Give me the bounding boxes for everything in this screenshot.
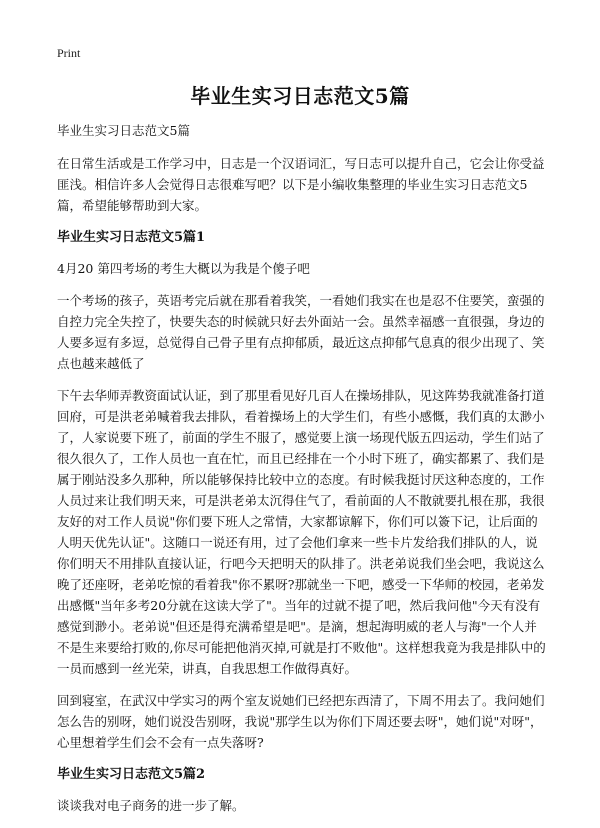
section1-paragraph: 4月20 第四考场的考生大概以为我是个傻子吧 <box>57 261 310 276</box>
article-subtitle: 毕业生实习日志范文5篇 <box>57 123 190 138</box>
intro-paragraph: 在日常生活或是工作学习中，日志是一个汉语词汇，写日志可以提升自己，它会让你受益匪浅。相信许多人会觉得日志很难写吧？以下是小编收集整理的毕业生实习日志范文5篇，希望能够帮助到大家。 <box>57 156 545 213</box>
section1-paragraph: 一个考场的孩子，英语考完后就在那看着我笑，一看她们我实在也是忍不住要笑，蛮强的自控力完全失控了，快要失态的时候就只好去外面站一会。虽然幸福感一直很强，身边的人要多逗有多逗，总觉得自己骨子里有点抑郁质，最近这点抑郁气息真的很少出现了、笑点也越来越低了 <box>57 293 545 371</box>
article-body <box>57 120 549 827</box>
section2-paragraph: 谈谈我对电子商务的进一步了解。 <box>57 798 245 813</box>
section1-paragraph: 回到寝室，在武汉中学实习的两个室友说她们已经把东西清了，下周不用去了。我问她们怎么告的别呀，她们说没告别呀，我说"那学生以为你们下周还要去呀"，她们说"对呀"，心里想着学生们会不会有一点失落呀? <box>57 693 545 750</box>
section-heading-2: 毕业生实习日志范文5篇2 <box>57 767 206 782</box>
section1-paragraph: 下午去华师弄教资面试认证，到了那里看见好几百人在操场排队，见这阵势我就准备打道回府，可是洪老弟喊着我去排队，看着操场上的大学生们，有些小感慨，我们真的太渺小了，人家说要下班了，前面的学生不服了，感觉要上演一场现代版五四运动，学生们站了很久很久了，工作人员也一直在忙，而且已经排在一个小时下班了，确实都累了、我们是属于刚站没多久那种，所以能够保持比较中立的态度。有时候我挺讨厌这种态度的，工作人员过来让我们明天来，可是洪老弟太沉得住气了，看前面的人不散就要扎根在那，我很友好的对工作人员说"你们要下班人之常情，大家都谅解下，你们可以簽下记，让后面的人明天优先认证"。这随口一说还有用，过了会他们拿来一些卡片发给我们排队的人，说你们明天不用排队直接认证，行吧今天把明天的队排了。洪老弟说我们坐会吧，我说这么晚了还座呀，老弟吃惊的看着我"你不累呀?那就坐一下吧，感受一下华师的校园，老弟发出感慨"当年多考20分就在这读大学了"。当年的过就不提了吧，然后我问他"今天有没有感觉到渺小。老弟说"但还是得充满希望是吧"。是滴，想起海明威的老人与海"一个人并不是生来要给打败的,你尽可能把他消灭掉,可就是打不败他"。这样想我竟为我是排队中的一员而感到一丝光荣，讲真，自我思想工作做得真好。 <box>57 388 546 676</box>
print-link[interactable]: Print <box>57 46 81 60</box>
page-title: 毕业生实习日志范文5篇 <box>190 84 410 108</box>
section-heading-1: 毕业生实习日志范文5篇1 <box>57 230 206 245</box>
